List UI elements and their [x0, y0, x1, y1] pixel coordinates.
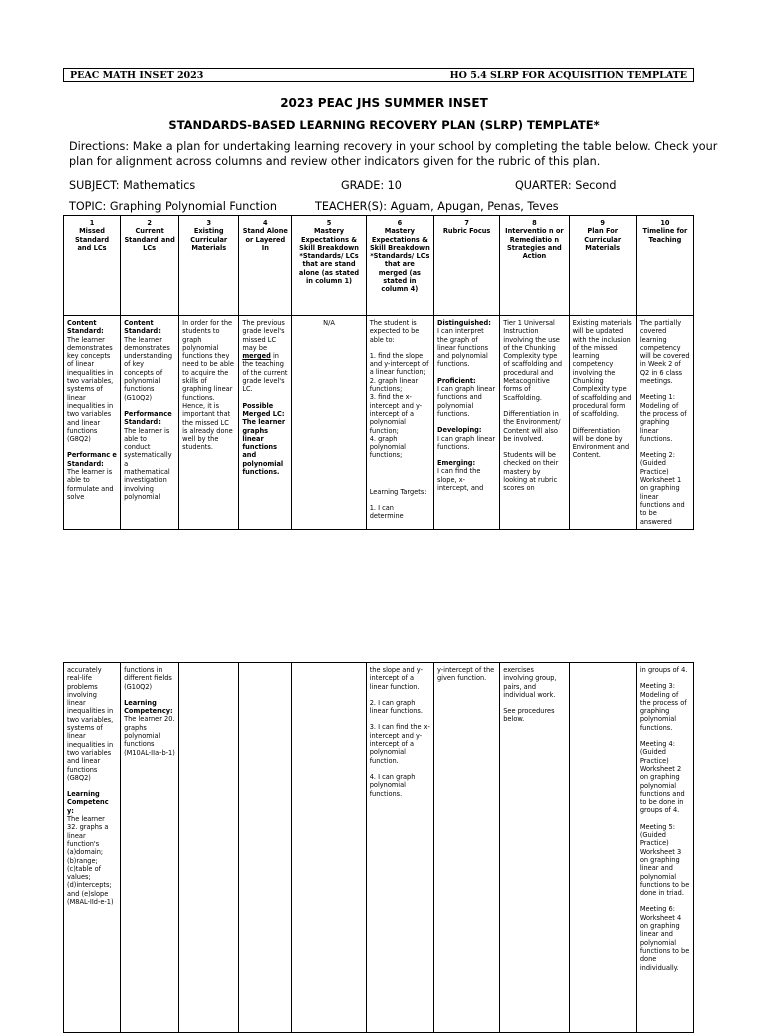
- slrp-table-page2: [63, 662, 694, 1033]
- header-right: HO 5.4 SLRP FOR ACQUISITION TEMPLATE: [449, 69, 687, 81]
- plan-materials-cell: Existing materials will be updated with the inclusion of the missed learning competency involving the Chunking Complexity type of scaffolding and procedural form of scaffolding. Differentiation will be done by Environment and Content.: [569, 316, 636, 530]
- existing-materials-cell: In order for the students to graph polynomial functions they need to be able to acquire the skills of graphing linear functions. Hence, it is important that the missed LC is already done well by the students.: [179, 316, 239, 530]
- missed-standard-cell: accurately real-life problems involving linear inequalities in two variables, systems of linear inequalities in two variables and linear functions (G8Q2) Learning Competenc y: The learner 32. graphs a linear function's (a)domain; (b)range; (c)table of values; (d)intercepts; and (e)slope (M8AL-IId-e-1): [64, 663, 121, 1033]
- current-standard-cell: functions in different fields (G10Q2) Learning Competency: The learner 20. graphs polynomial functions (M10AL-IIa-b-1): [121, 663, 179, 1033]
- timeline-cell: The partially covered learning competency will be covered in Week 2 of Q2 in 6 class meetings. Meeting 1: Modeling of the process of graphing linear functions. Meeting 2: (Guided Practice) Worksheet 1 on graphing linear functions and to be answered: [636, 316, 693, 530]
- column-header: 2 Current Standard and LCs: [121, 216, 179, 316]
- plan-materials-cell: [569, 663, 636, 1033]
- subject-field: SUBJECT: Mathematics: [69, 179, 196, 192]
- column-header: 1 Missed Standard and LCs: [64, 216, 121, 316]
- stand-alone-cell: The previous grade level's missed LC may be merged in the teaching of the current grade level's LC. Possible Merged LC: The learner graphs linear functions and polynomial functions.: [239, 316, 292, 530]
- table-row: [64, 663, 694, 1033]
- column-header: 10 Timeline for Teaching: [636, 216, 693, 316]
- directions-text: Directions: Make a plan for undertaking learning recovery in your school by completing the table below. Check your plan for alignment across columns and review other indicators given for the rubric of this plan.: [69, 140, 718, 168]
- teachers-field: TEACHER(S): Aguam, Apugan, Penas, Teves: [315, 200, 559, 213]
- column-header: 3 Existing Curricular Materials: [179, 216, 239, 316]
- header-left: PEAC MATH INSET 2023: [70, 69, 204, 81]
- timeline-cell: in groups of 4. Meeting 3: Modeling of the process of graphing polynomial functions. Meeting 4: (Guided Practice) Worksheet 2 on graphing polynomial functions and to be done in groups of 4. Meeting 5: (Guided Practice) Worksheet 3 on graphing linear and polynomial functions to be done in triad. Meeting 6: Worksheet 4 on graphing linear and polynomial functions to be done individually.: [636, 663, 693, 1033]
- table-row: [64, 316, 694, 530]
- column-header: 7 Rubric Focus: [434, 216, 500, 316]
- missed-standard-cell: Content Standard: The learner demonstrates key concepts of linear inequalities in two variables, systems of linear inequalities in two variables and linear functions (G8Q2) Performanc e Standard: The learner is able to formulate and solve: [64, 316, 121, 530]
- existing-materials-cell: [179, 663, 239, 1033]
- stand-alone-cell: [239, 663, 292, 1033]
- document-header-bar: [63, 68, 694, 82]
- column-header: 6 Mastery Expectations & Skill Breakdown *Standards/ LCs that are merged (as stated in column 4): [366, 216, 433, 316]
- grade-field: GRADE: 10: [341, 179, 402, 192]
- merged-mastery-cell: The student is expected to be able to: 1. find the slope and y-intercept of a linear function; 2. graph linear functions; 3. find the x-intercept and y-intercept of a polynomial function; 4. graph polynomial functions; Learning Targets: 1. I can determine: [366, 316, 433, 530]
- current-standard-cell: Content Standard: The learner demonstrates understanding of key concepts of polynomial functions (G10Q2) Performance Standard: The learner is able to conduct systematically a mathematical investigation involving polynomial: [121, 316, 179, 530]
- rubric-focus-cell: Distinguished: I can interpret the graph of linear functions and polynomial functions. Proficient: I can graph linear functions and polynomial functions. Developing: I can graph linear functions. Emerging: I can find the slope, x-intercept, and: [434, 316, 500, 530]
- intervention-cell: Tier 1 Universal Instruction involving the use of the Chunking Complexity type of scaffolding and procedural and Metacognitive forms of Scaffolding. Differentiation in the Environment/ Content will also be involved. Students will be checked on their mastery by looking at rubric scores on: [500, 316, 569, 530]
- quarter-field: QUARTER: Second: [515, 179, 617, 192]
- document-subtitle: STANDARDS-BASED LEARNING RECOVERY PLAN (SLRP) TEMPLATE*: [168, 118, 600, 132]
- document-title: 2023 PEAC JHS SUMMER INSET: [280, 96, 488, 110]
- slrp-table-page1: [63, 215, 694, 530]
- column-header: 8 Interventio n or Remediatio n Strategies and Action: [500, 216, 569, 316]
- column-header: 9 Plan For Curricular Materials: [569, 216, 636, 316]
- topic-field: TOPIC: Graphing Polynomial Function: [69, 200, 277, 213]
- stand-alone-mastery-cell: [292, 663, 366, 1033]
- stand-alone-mastery-cell: N/A: [292, 316, 366, 530]
- table-header-row: [64, 216, 694, 316]
- intervention-cell: exercises involving group, pairs, and individual work. See procedures below.: [500, 663, 569, 1033]
- column-header: 5 Mastery Expectations & Skill Breakdown *Standards/ LCs that are stand alone (as stated in column 1): [292, 216, 366, 316]
- column-header: 4 Stand Alone or Layered In: [239, 216, 292, 316]
- merged-mastery-cell: the slope and y-intercept of a linear function. 2. I can graph linear functions. 3. I can find the x-intercept and y-intercept of a polynomial function. 4. I can graph polynomial functions.: [366, 663, 433, 1033]
- rubric-focus-cell: y-intercept of the given function.: [434, 663, 500, 1033]
